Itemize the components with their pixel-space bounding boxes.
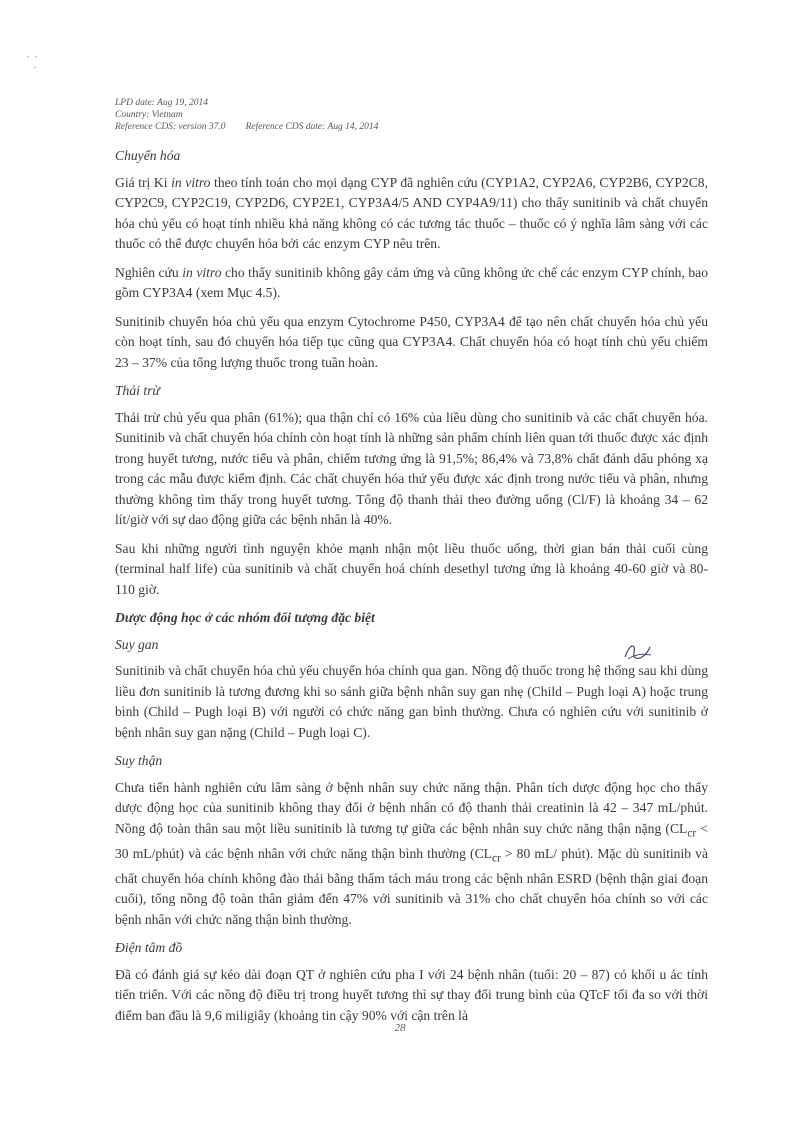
italic-term: in vitro bbox=[171, 174, 211, 190]
document-body bbox=[115, 146, 708, 1034]
section-heading-chuyen-hoa: Chuyển hóa bbox=[115, 148, 181, 163]
reference-cds-version: Reference CDS: version 37.0 bbox=[115, 122, 226, 132]
scan-artifact: · · · bbox=[26, 52, 38, 74]
reference-line bbox=[115, 121, 378, 133]
page-number: 28 bbox=[394, 1022, 406, 1034]
document-header bbox=[115, 97, 378, 133]
section-heading-thai-tru: Thải trừ bbox=[115, 383, 160, 398]
handwritten-mark bbox=[622, 641, 654, 663]
paragraph bbox=[115, 778, 708, 931]
text-run: < 30 mL/phút) và các bệnh nhân với chức năng thận bình thường (CL bbox=[115, 820, 708, 861]
paragraph: Giá trị Ki in vitro theo tính toán cho mọi dạng CYP đã nghiên cứu (CYP1A2, CYP2A6, CYP2B6, CYP2C8, CYP2C9, CYP2C19, CYP2D6, CYP2E1, CYP3A4/5 AND CYP4A9/11) cho thấy sunitinib và chất chuyển hóa chủ yếu có hoạt tính nhiều khả năng không có các tương tác thuốc – thuốc có ý nghĩa lâm sàng với các thuốc có thể được chuyển hóa bởi các enzym CYP nêu trên. bbox=[115, 174, 708, 251]
paragraph: Đã có đánh giá sự kéo dài đoạn QT ở nghiên cứu pha I với 24 bệnh nhân (tuổi: 20 – 87) có khối u ác tính tiến triển. Với các nồng độ điều trị trong huyết tương thì sự thay đổi trung bình của QTcF tối đa so với thời điểm ban đầu là 9,6 miligiây (khoảng tin cậy 90% với cận trên là bbox=[115, 966, 708, 1023]
paragraph: Nghiên cứu in vitro cho thấy sunitinib không gây cảm ứng và cũng không ức chế các enzym CYP chính, bao gồm CYP3A4 (xem Mục 4.5). bbox=[115, 264, 709, 300]
text-run: Chưa tiến hành nghiên cứu lâm sàng ở bệnh nhân suy chức năng thận. Phân tích dược động học cho thấy dược động học của sunitinib không thay đổi ở bệnh nhân có độ thanh thải creatinin là 42 – 347 mL/phút. Nồng độ toàn thân sau một liều sunitinib là tương tự giữa các bệnh nhân suy chức năng thận nặng (CL bbox=[115, 779, 708, 836]
country: Country: Vietnam bbox=[115, 110, 183, 120]
subscript: cr bbox=[687, 827, 697, 840]
lpd-date: LPD date: Aug 19, 2014 bbox=[115, 98, 208, 108]
italic-term: in vitro bbox=[182, 264, 222, 280]
paragraph: Thải trừ chủ yếu qua phân (61%); qua thận chỉ có 16% của liều dùng cho sunitinib và các chất chuyển hóa. Sunitinib và chất chuyển hóa chính còn hoạt tính là những sản phẩm chính liên quan tới thuốc được xác định trong huyết tương, nước tiểu và phân, chiếm tương ứng là 91,5%; 86,4% và 73,8% chất đánh dấu phóng xạ trong các mẫu được kiểm định. Các chất chuyển hóa thứ yếu được xác định trong nước tiểu và phân, nhưng thường không tìm thấy trong huyết tương. Tổng độ thanh thải theo đường uống (Cl/F) là khoảng 34 – 62 lít/giờ với sự dao động giữa các bệnh nhân là 40%. bbox=[115, 409, 708, 527]
section-heading-suy-gan: Suy gan bbox=[115, 636, 159, 652]
paragraph: Sau khi những người tình nguyện khỏe mạnh nhận một liều thuốc uống, thời gian bán thải cuối cùng (terminal half life) của sunitinib và chất chuyển hoá chính desethyl tương ứng là khoảng 40-60 giờ và 80-110 giờ. bbox=[115, 540, 708, 597]
reference-cds-date: Reference CDS date: Aug 14, 2014 bbox=[245, 122, 379, 132]
section-heading-dien-tam-do: Điện tâm đồ bbox=[115, 940, 183, 956]
text-run: > 80 mL/ phút). Mặc dù sunitinib và chất chuyển hóa chính không đào thải bằng thẩm tách máu trong các bệnh nhân ESRD (bệnh thận giai đoạn cuối), tổng nồng độ toàn thân giảm đến 47% với sunitinib và 31% cho chất chuyển hóa chính so với các bệnh nhân với chức năng thận bình thường. bbox=[115, 845, 708, 927]
subscript: cr bbox=[491, 852, 501, 865]
section-heading-suy-than: Suy thận bbox=[115, 753, 163, 768]
paragraph: Sunitinib chuyển hóa chủ yếu qua enzym Cytochrome P450, CYP3A4 để tạo nên chất chuyển hóa chủ yếu còn hoạt tính, sau đó chuyển hóa tiếp tục cũng qua CYP3A4. Chất chuyển hóa có hoạt tính chủ yếu chiếm 23 – 37% của tổng lượng thuốc trong tuần hoàn. bbox=[115, 313, 708, 370]
paragraph: Sunitinib và chất chuyển hóa chủ yếu chuyển hóa chính qua gan. Nồng độ thuốc trong hệ thống sau khi dùng liều đơn sunitinib là tương đương khi so sánh giữa bệnh nhân suy gan nhẹ (Child – Pugh loại A) hoặc trung bình (Child – Pugh loại B) với người có chức năng gan bình thường. Chưa có nghiên cứu với sunitinib ở bệnh nhân suy gan nặng (Child – Pugh loại C). bbox=[115, 663, 708, 740]
section-heading-special-populations: Dược động học ở các nhóm đối tượng đặc biệt bbox=[115, 610, 375, 625]
